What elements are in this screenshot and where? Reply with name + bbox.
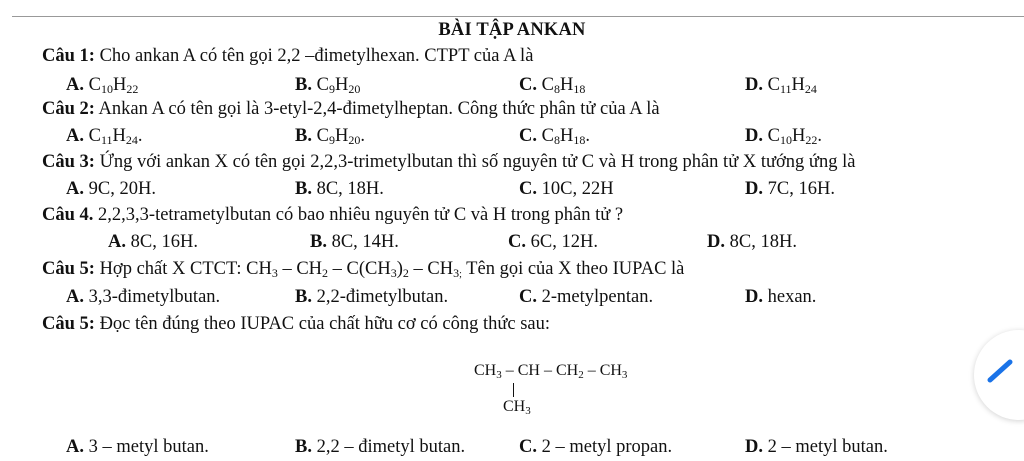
q5-option-d[interactable]: D. hexan. [745, 287, 817, 307]
q1-option-d[interactable]: D. $C_{11}H_{24}$ [745, 75, 817, 96]
top-divider [12, 16, 1024, 17]
edit-fab-button[interactable] [974, 330, 1024, 420]
question-2: Câu 2: Ankan A có tên gọi là 3-etyl-2,4-đimetylheptan. Công thức phân tử của A là [42, 99, 660, 119]
main-chain: $CH_3$ – CH – $CH_2 - CH_3$ [474, 362, 628, 381]
q5-option-c[interactable]: C. 2-metylpentan. [519, 287, 654, 307]
q1-option-c[interactable]: C. $C_8H_{18}$ [519, 75, 586, 96]
q4-option-d[interactable]: D. 8C, 18H. [707, 232, 797, 252]
q4-option-a[interactable]: A. 8C, 16H. [108, 232, 198, 252]
q4-option-b[interactable]: B. 8C, 14H. [310, 232, 399, 252]
page-title: BÀI TẬP ANKAN [438, 20, 586, 40]
q6-option-b[interactable]: B. 2,2 – đimetyl butan. [295, 437, 466, 457]
q2-option-c[interactable]: C. $C_8H_{18}$. [519, 126, 590, 147]
q2-option-d[interactable]: D. $C_{10}H_{22}$. [745, 126, 822, 147]
question-4: Câu 4. 2,2,3,3-tetrametylbutan có bao nhiêu nguyên tử C và H trong phân tử ? [42, 205, 624, 225]
q1-option-b[interactable]: B. $C_9H_{20}$ [295, 75, 361, 96]
q3-option-d[interactable]: D. 7C, 16H. [745, 179, 835, 199]
q2-option-b[interactable]: B. $C_9H_{20}$. [295, 126, 365, 147]
question-3: Câu 3: Ứng với ankan X có tên gọi 2,2,3-trimetylbutan thì số nguyên tử C và H trong phân tử X tướng ứng là [42, 152, 856, 172]
methyl-branch: $CH_3$ [503, 398, 531, 417]
q4-option-c[interactable]: C. 6C, 12H. [508, 232, 598, 252]
q2-option-a[interactable]: A. $C_{11}H_{24}$. [66, 126, 143, 147]
q1-option-a[interactable]: A. $C_{10}H_{22}$ [66, 75, 139, 96]
q5-option-b[interactable]: B. 2,2-đimetylbutan. [295, 287, 449, 307]
pencil-icon [986, 356, 1016, 386]
q3-option-a[interactable]: A. 9C, 20H. [66, 179, 156, 199]
question-1: Câu 1: Cho ankan A có tên gọi 2,2 –đimetylhexan. CTPT của A là [42, 46, 534, 66]
q3-option-b[interactable]: B. 8C, 18H. [295, 179, 384, 199]
q3-option-c[interactable]: C. 10C, 22H [519, 179, 614, 199]
question-6: Câu 5: Đọc tên đúng theo IUPAC của chất hữu cơ có công thức sau: [42, 314, 551, 334]
q6-option-c[interactable]: C. 2 – metyl propan. [519, 437, 673, 457]
q5-option-a[interactable]: A. 3,3-đimetylbutan. [66, 287, 221, 307]
question-5: Câu 5: Hợp chất X CTCT: $CH_3 - CH_2 - C(CH_3)_2 - CH_3$; Tên gọi của X theo IUPAC là [42, 259, 685, 280]
branch-bond [513, 383, 514, 397]
q6-option-d[interactable]: D. 2 – metyl butan. [745, 437, 888, 457]
q6-option-a[interactable]: A. 3 – metyl butan. [66, 437, 209, 457]
